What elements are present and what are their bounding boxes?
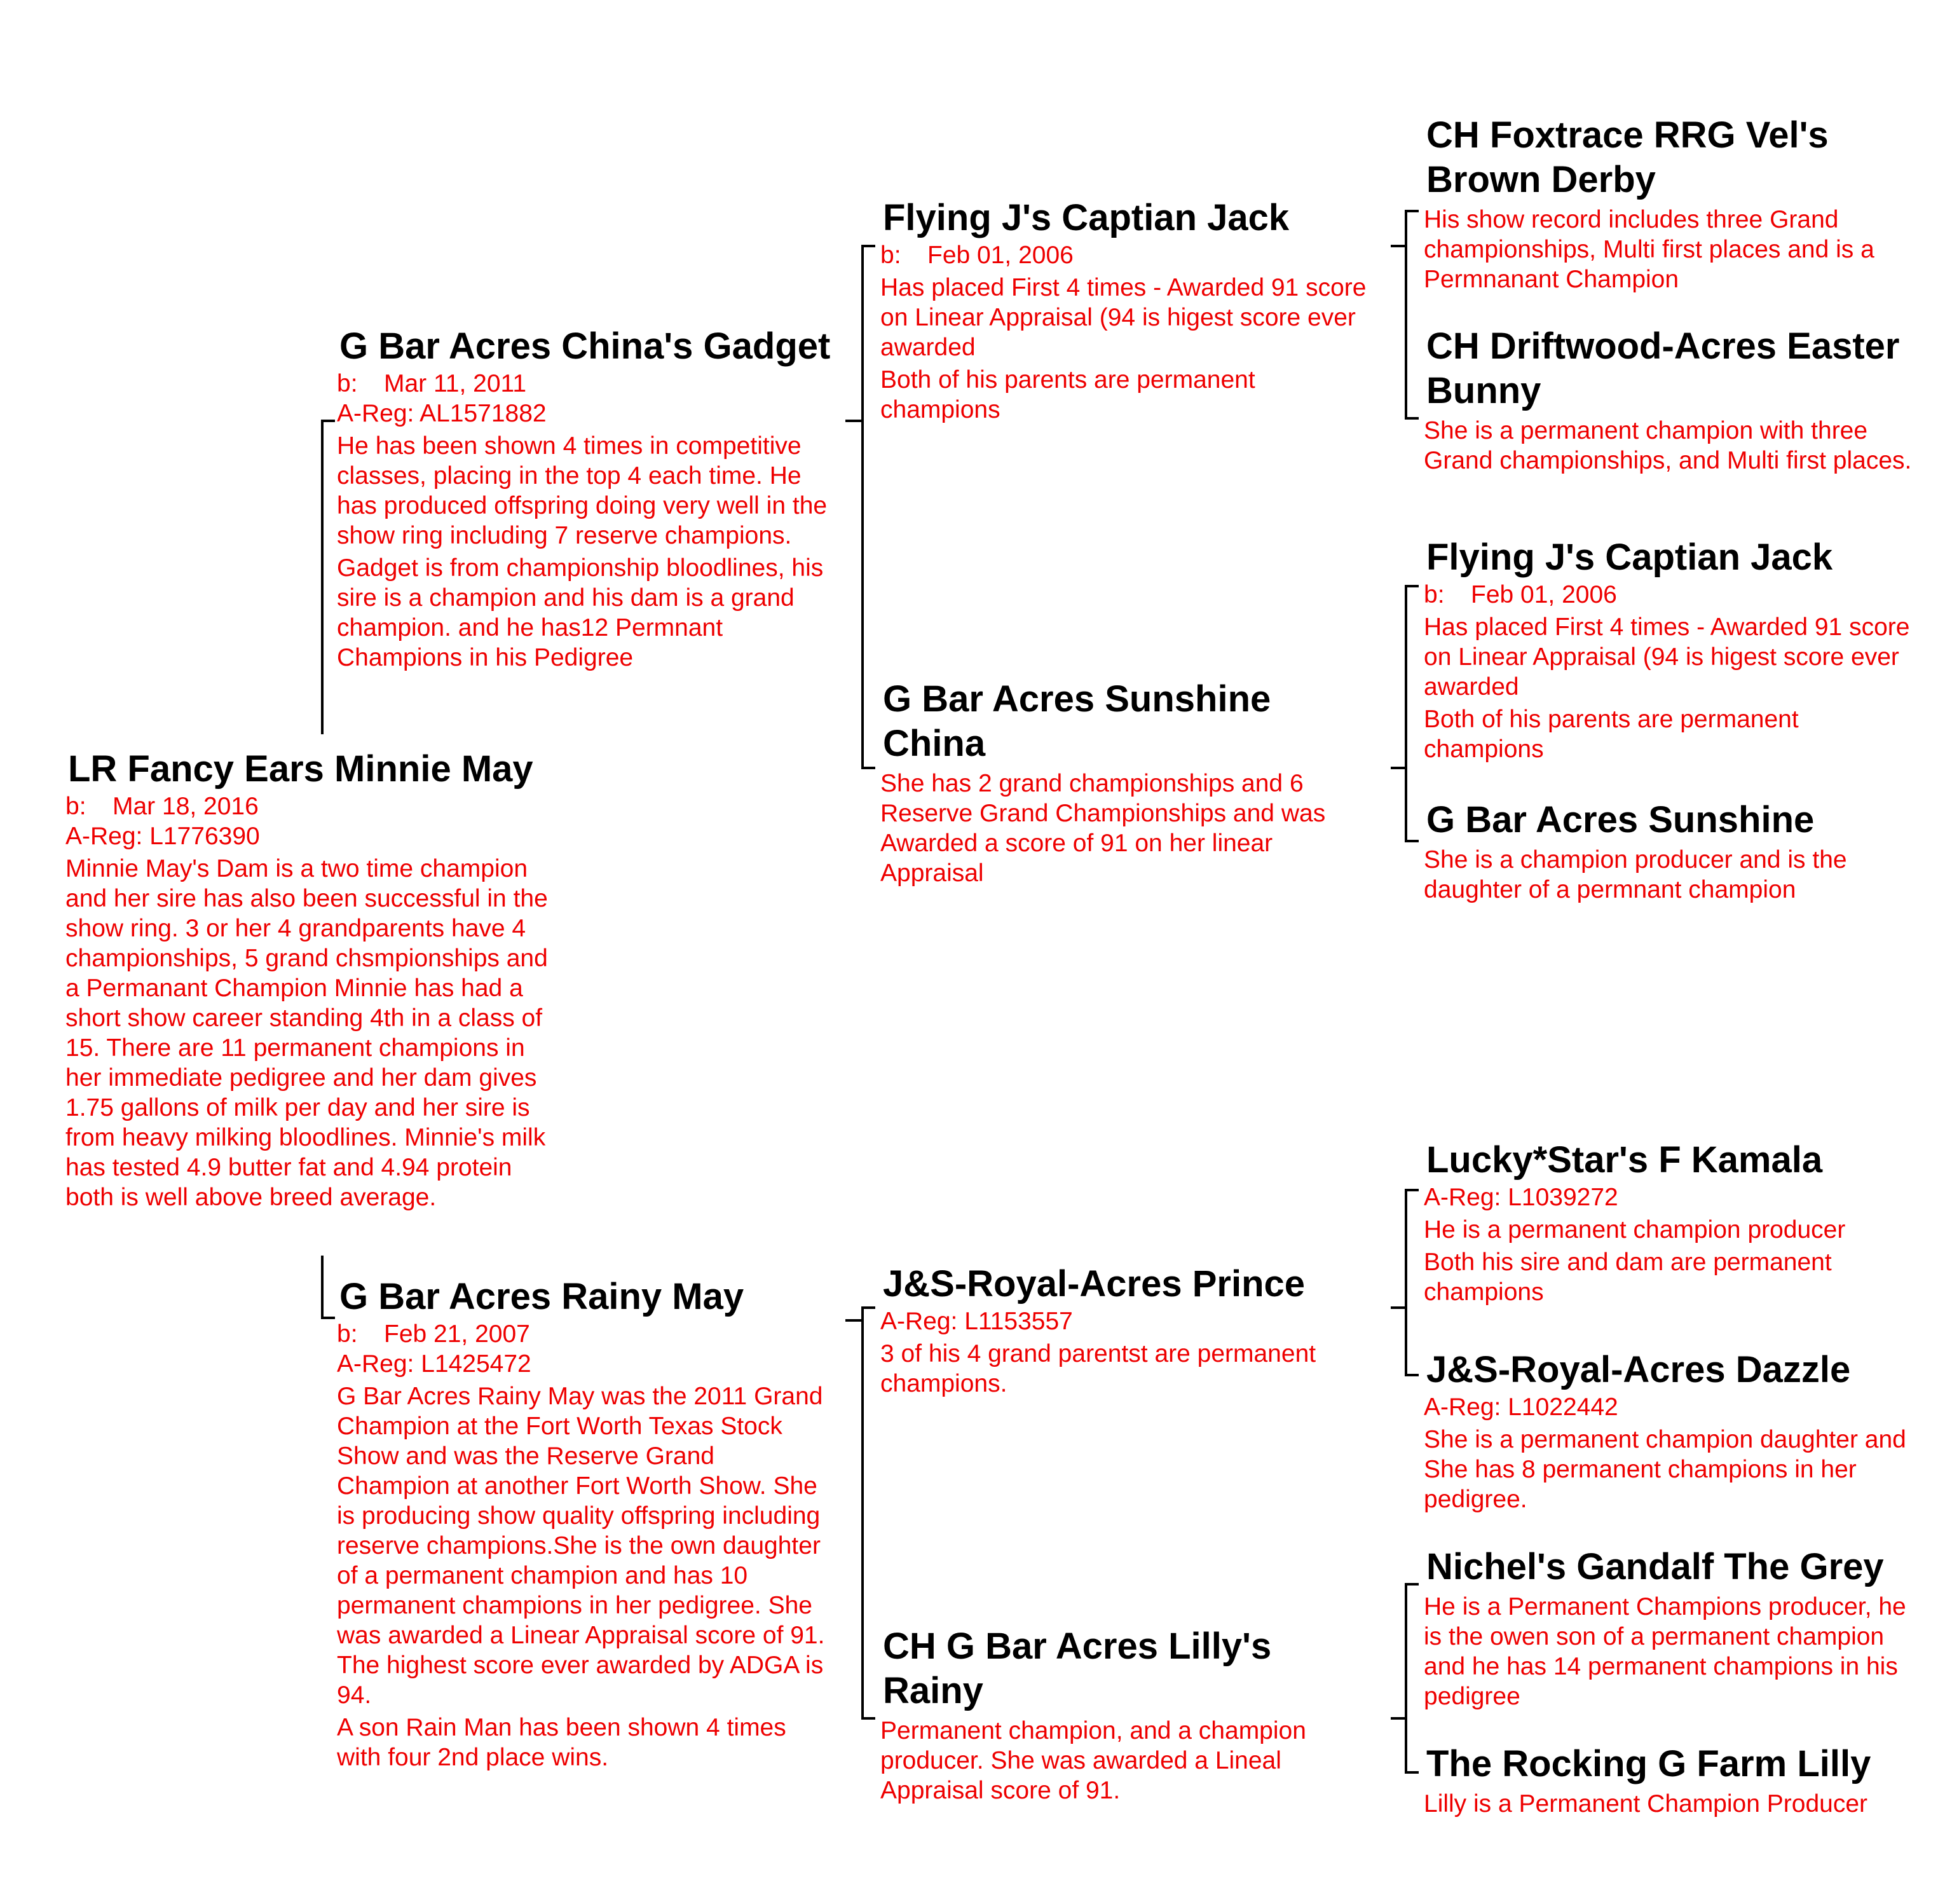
sire-name: G Bar Acres China's Gadget <box>339 325 831 367</box>
dam-dam-animal <box>880 1624 1376 1805</box>
sire-dam-note: She has 2 grand championships and 6 Reserve Grand Championships and was Awarded a score of 91 on her linear Appraisal <box>880 770 1326 887</box>
bracket-ggp-4-bottom <box>1405 1771 1419 1774</box>
sire-animal <box>337 324 833 673</box>
sire-sire-note-1: Has placed First 4 times - Awarded 91 score on Linear Appraisal (94 is higest score ever awarded <box>880 274 1367 361</box>
sire-dam-animal <box>880 677 1376 888</box>
bracket-ggp-3-vertical <box>1405 1189 1407 1376</box>
ggp-8-name: The Rocking G Farm Lilly <box>1426 1743 1871 1784</box>
born-date: Mar 11, 2011 <box>384 370 527 397</box>
bracket-ggp-1-vertical <box>1405 210 1407 420</box>
born-date: Feb 21, 2007 <box>384 1320 530 1348</box>
sire-dam-name: G Bar Acres Sunshine China <box>883 678 1271 764</box>
subject-born <box>65 791 549 821</box>
great-grandparent-5 <box>1424 1138 1920 1307</box>
ggp-7-name: Nichel's Gandalf The Grey <box>1426 1546 1884 1587</box>
dam-sire-reg: A-Reg: L1153557 <box>880 1308 1073 1335</box>
bracket-ggp-4-top <box>1405 1583 1419 1586</box>
ggp-3-note-2: Both of his parents are permanent champions <box>1424 706 1799 763</box>
bracket-sire-parents-stub <box>845 420 861 422</box>
born-label: b: <box>1424 581 1445 608</box>
ggp-5-note-1: He is a permanent champion producer <box>1424 1216 1846 1243</box>
ggp-5-note-2: Both his sire and dam are permanent champions <box>1424 1249 1832 1306</box>
sire-note-1: He has been shown 4 times in competitive classes, placing in the top 4 each time. He has produced offspring doing very well in the show ring including 7 reserve champions. <box>337 432 828 549</box>
dam-reg: A-Reg: L1425472 <box>337 1350 531 1378</box>
bracket-ggp-1-top <box>1405 210 1419 212</box>
ggp-4-note: She is a champion producer and is the daughter of a permnant champion <box>1424 846 1847 903</box>
ggp-2-note: She is a permanent champion with three Grand championships, and Multi first places. <box>1424 417 1912 474</box>
sire-sire-note-2: Both of his parents are permanent champions <box>880 366 1255 423</box>
dam-born <box>337 1319 833 1349</box>
bracket-ggp-2-top <box>1405 585 1419 587</box>
bracket-sire-top <box>321 420 335 422</box>
ggp-3-note-1: Has placed First 4 times - Awarded 91 score on Linear Appraisal (94 is higest score ever awarded <box>1424 613 1910 701</box>
ggp-6-reg: A-Reg: L1022442 <box>1424 1394 1618 1421</box>
bracket-ggp-3-bottom <box>1405 1374 1419 1376</box>
dam-animal <box>337 1275 833 1772</box>
born-label: b: <box>880 242 901 269</box>
bracket-dam-parents-stub <box>845 1319 861 1322</box>
subject-name: LR Fancy Ears Minnie May <box>68 748 533 790</box>
ggp-5-name: Lucky*Star's F Kamala <box>1426 1139 1823 1181</box>
ggp-8-note: Lilly is a Permanent Champion Producer <box>1424 1790 1868 1818</box>
subject-animal <box>65 747 549 1212</box>
bracket-ggp-4-vertical <box>1405 1583 1407 1774</box>
sire-note-2: Gadget is from championship bloodlines, his sire is a champion and his dam is a grand champion. and he has12 Permnant Champions in his Pedigree <box>337 554 824 671</box>
dam-name: G Bar Acres Rainy May <box>339 1276 744 1317</box>
bracket-ggp-3-stub <box>1391 1306 1405 1309</box>
sire-sire-born <box>880 240 1376 270</box>
bracket-dam-parents-bottom <box>861 1717 875 1720</box>
born-date: Mar 18, 2016 <box>113 793 259 820</box>
dam-note-2: A son Rain Man has been shown 4 times with four 2nd place wins. <box>337 1714 786 1771</box>
ggp-5-reg: A-Reg: L1039272 <box>1424 1184 1618 1211</box>
bracket-dam-parents-vertical <box>861 1306 864 1720</box>
bracket-ggp-4-stub <box>1391 1717 1405 1720</box>
bracket-ggp-3-top <box>1405 1189 1419 1191</box>
great-grandparent-7 <box>1424 1545 1920 1711</box>
bracket-dam-parents-top <box>861 1306 875 1309</box>
dam-sire-note: 3 of his 4 grand parentst are permanent champions. <box>880 1340 1316 1397</box>
bracket-sire-parents-top <box>861 245 875 247</box>
great-grandparent-8 <box>1424 1742 1920 1819</box>
sire-born <box>337 369 833 399</box>
born-label: b: <box>65 793 86 820</box>
ggp-3-name: Flying J's Captian Jack <box>1426 537 1833 578</box>
ggp-1-name: CH Foxtrace RRG Vel's Brown Derby <box>1426 114 1829 200</box>
bracket-sire-vertical <box>321 420 324 734</box>
bracket-ggp-1-stub <box>1391 245 1405 247</box>
ggp-7-note: He is a Permanent Champions producer, he is the owen son of a permanent champion and he has 14 permanent champions in his pedigree <box>1424 1593 1906 1710</box>
ggp-6-name: J&S-Royal-Acres Dazzle <box>1426 1349 1851 1390</box>
sire-sire-animal <box>880 196 1376 425</box>
ggp-4-name: G Bar Acres Sunshine <box>1426 799 1815 840</box>
ggp-6-note: She is a permanent champion daughter and She has 8 permanent champions in her pedigree. <box>1424 1426 1906 1513</box>
bracket-ggp-1-bottom <box>1405 417 1419 420</box>
born-date: Feb 01, 2006 <box>927 242 1074 269</box>
subject-reg: A-Reg: L1776390 <box>65 823 260 850</box>
ggp-3-born <box>1424 580 1920 610</box>
born-date: Feb 01, 2006 <box>1471 581 1617 608</box>
dam-dam-note: Permanent champion, and a champion producer. She was awarded a Lineal Appraisal score of 91. <box>880 1717 1306 1804</box>
bracket-sire-parents-bottom <box>861 767 875 769</box>
bracket-sire-parents-vertical <box>861 245 864 769</box>
great-grandparent-2 <box>1424 324 1920 476</box>
bracket-dam-bottom <box>321 1317 335 1319</box>
ggp-1-note: His show record includes three Grand championships, Multi first places and is a Permnanant Champion <box>1424 206 1874 293</box>
dam-note-1: G Bar Acres Rainy May was the 2011 Grand Champion at the Fort Worth Texas Stock Show and was the Reserve Grand Champion at another Fort Worth Show. She is producing show quality offspring including reserve champions.She is the own daughter of a permanent champion and has 10 permanent champions in her pedigree. She was awarded a Linear Appraisal score of 91. The highest score ever awarded by ADGA is 94. <box>337 1383 825 1709</box>
born-label: b: <box>337 1320 358 1348</box>
sire-sire-name: Flying J's Captian Jack <box>883 197 1290 238</box>
great-grandparent-1 <box>1424 113 1920 294</box>
dam-dam-name: CH G Bar Acres Lilly's Rainy <box>883 1626 1272 1711</box>
bracket-dam-vertical <box>321 1256 324 1319</box>
sire-reg: A-Reg: AL1571882 <box>337 400 547 427</box>
dam-sire-animal <box>880 1262 1376 1399</box>
born-label: b: <box>337 370 358 397</box>
bracket-ggp-2-vertical <box>1405 585 1407 842</box>
great-grandparent-3 <box>1424 535 1920 764</box>
ggp-2-name: CH Driftwood-Acres Easter Bunny <box>1426 325 1900 411</box>
dam-sire-name: J&S-Royal-Acres Prince <box>883 1263 1306 1305</box>
bracket-ggp-2-stub <box>1391 767 1405 769</box>
great-grandparent-4 <box>1424 798 1920 905</box>
subject-note: Minnie May's Dam is a two time champion and her sire has also been successful in the show ring. 3 or her 4 grandparents have 4 championships, 5 grand chsmpionships and a Permanant Champion Minnie has had a short show career standing 4th in a class of 15. There are 11 permanent champions in her immediate pedigree and her dam gives 1.75 gallons of milk per day and her sire is from heavy milking bloodlines. Minnie's milk has tested 4.9 butter fat and 4.94 protein both is well above breed average. <box>65 855 548 1211</box>
bracket-ggp-2-bottom <box>1405 840 1419 842</box>
great-grandparent-6 <box>1424 1348 1920 1514</box>
